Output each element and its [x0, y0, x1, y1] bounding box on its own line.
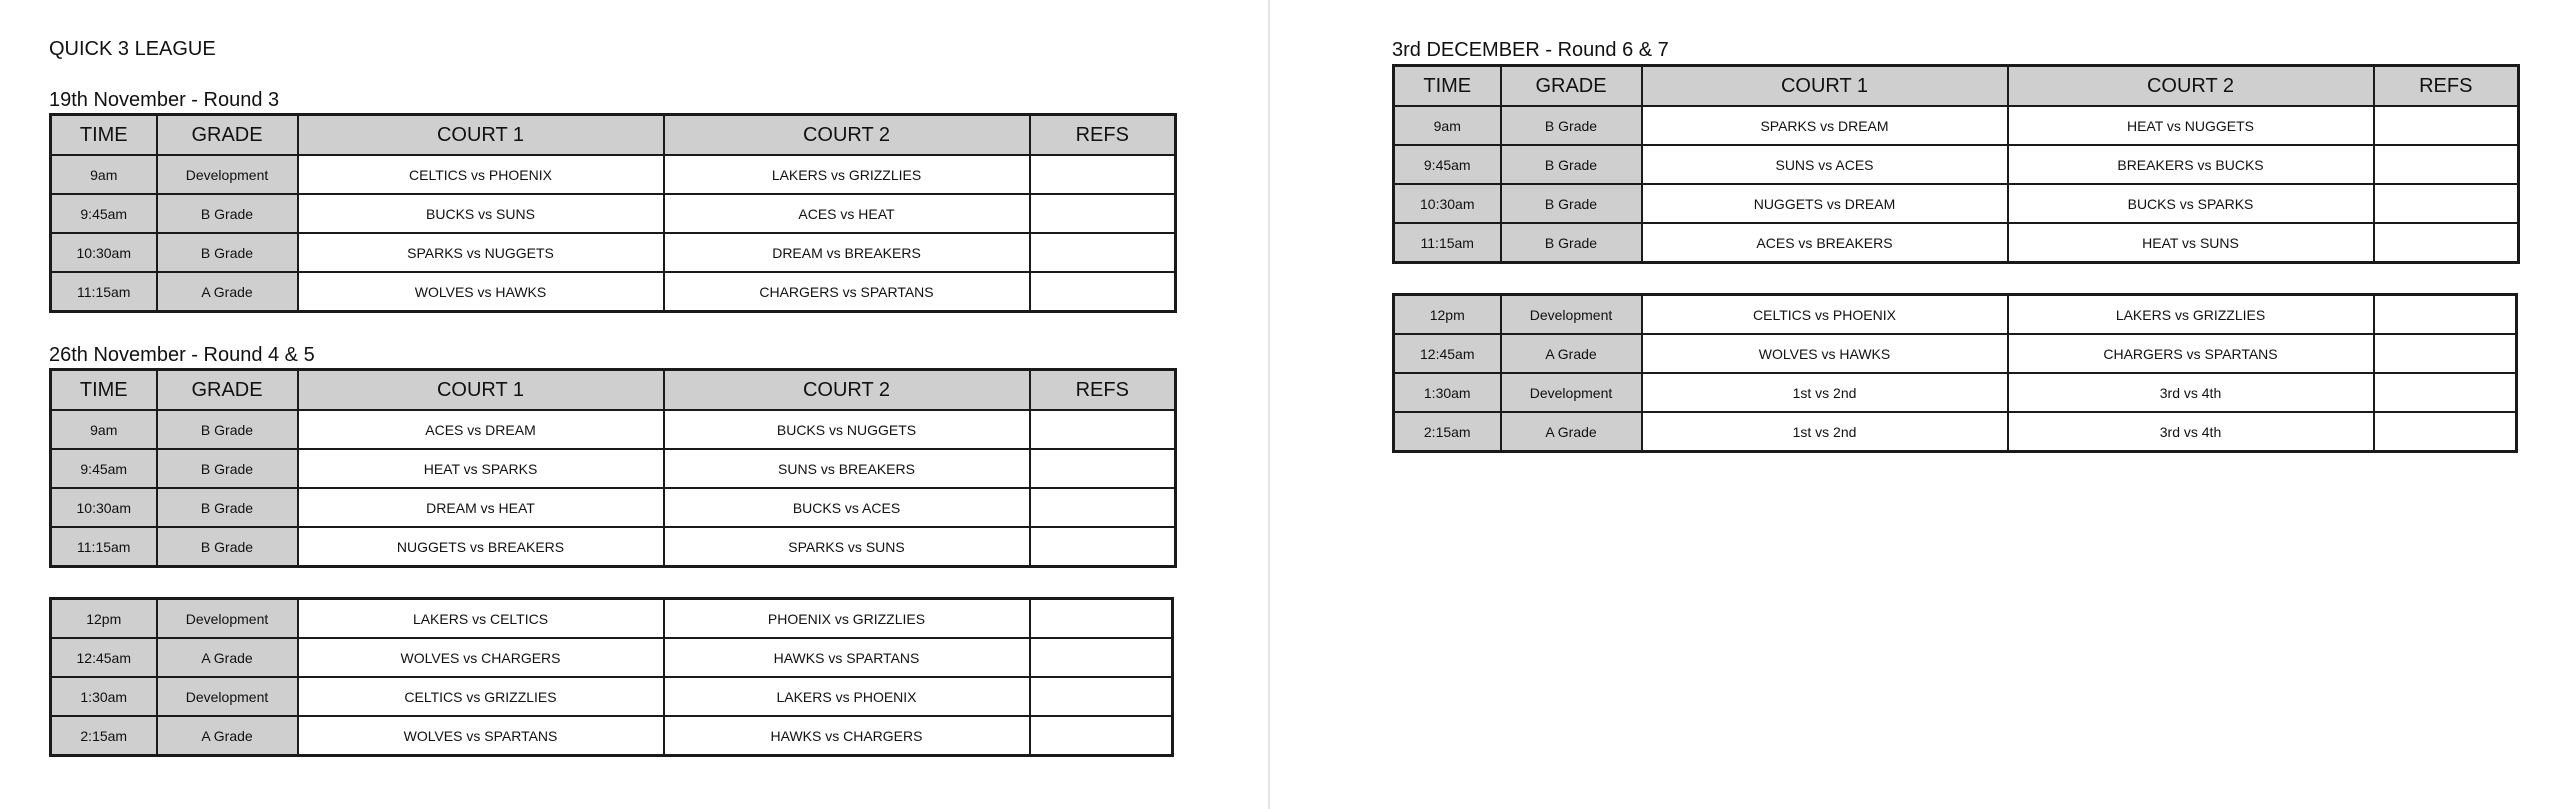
time-cell: 9:45am	[1394, 145, 1501, 184]
court-1-cell: ACES vs BREAKERS	[1642, 223, 2008, 263]
grade-cell: A Grade	[157, 272, 298, 312]
schedule-table-round-6-7-afternoon	[1392, 293, 2518, 453]
court-2-cell: BUCKS vs NUGGETS	[664, 410, 1030, 449]
table-row	[51, 449, 1176, 488]
court-1-cell: BUCKS vs SUNS	[298, 194, 664, 233]
page-divider	[1268, 0, 1270, 809]
grade-cell: B Grade	[1501, 184, 1642, 223]
table-row	[1394, 412, 2517, 452]
grade-cell: B Grade	[157, 233, 298, 272]
table-row	[1394, 223, 2519, 263]
court-1-cell: HEAT vs SPARKS	[298, 449, 664, 488]
time-cell: 9am	[1394, 106, 1501, 145]
grade-cell: Development	[1501, 295, 1642, 335]
table-row	[1394, 106, 2519, 145]
court-1-cell: WOLVES vs SPARTANS	[298, 716, 664, 756]
refs-cell	[1030, 488, 1176, 527]
time-cell: 9:45am	[51, 194, 157, 233]
refs-cell	[2374, 184, 2519, 223]
court-2-cell: HAWKS vs SPARTANS	[664, 638, 1030, 677]
grade-cell: B Grade	[1501, 145, 1642, 184]
refs-cell	[2374, 334, 2517, 373]
time-cell: 10:30am	[51, 233, 157, 272]
court-1-cell: 1st vs 2nd	[1642, 373, 2008, 412]
grade-cell: B Grade	[157, 410, 298, 449]
time-cell: 12pm	[51, 599, 157, 639]
table-row	[1394, 334, 2517, 373]
header-row	[51, 115, 1176, 156]
table-row	[51, 155, 1176, 194]
court-2-cell: HEAT vs NUGGETS	[2008, 106, 2374, 145]
header-refs: REFS	[1030, 115, 1176, 156]
time-cell: 10:30am	[1394, 184, 1501, 223]
court-2-cell: CHARGERS vs SPARTANS	[2008, 334, 2374, 373]
header-time: TIME	[51, 115, 157, 156]
schedule-table-round-4-5	[49, 368, 1177, 568]
time-cell: 9:45am	[51, 449, 157, 488]
schedule-table-round-4-5-afternoon	[49, 597, 1174, 757]
refs-cell	[2374, 373, 2517, 412]
court-2-cell: 3rd vs 4th	[2008, 412, 2374, 452]
header-refs: REFS	[2374, 66, 2519, 107]
schedule-table-round-6-7	[1392, 64, 2520, 264]
court-1-cell: WOLVES vs HAWKS	[298, 272, 664, 312]
refs-cell	[1030, 449, 1176, 488]
header-time: TIME	[51, 370, 157, 411]
refs-cell	[1030, 155, 1176, 194]
header-time: TIME	[1394, 66, 1501, 107]
table-row	[51, 233, 1176, 272]
court-2-cell: SUNS vs BREAKERS	[664, 449, 1030, 488]
header-row	[1394, 66, 2519, 107]
header-refs: REFS	[1030, 370, 1176, 411]
time-cell: 10:30am	[51, 488, 157, 527]
table-row	[1394, 295, 2517, 335]
grade-cell: A Grade	[157, 716, 298, 756]
table-row	[51, 716, 1173, 756]
table-row	[51, 638, 1173, 677]
table-row	[1394, 373, 2517, 412]
refs-cell	[2374, 145, 2519, 184]
grade-cell: B Grade	[1501, 106, 1642, 145]
grade-cell: A Grade	[1501, 334, 1642, 373]
header-court-2: COURT 2	[664, 370, 1030, 411]
refs-cell	[1030, 272, 1176, 312]
refs-cell	[1030, 194, 1176, 233]
section-title-round-4-5: 26th November - Round 4 & 5	[49, 344, 315, 366]
court-2-cell: SPARKS vs SUNS	[664, 527, 1030, 567]
refs-cell	[2374, 223, 2519, 263]
refs-cell	[1030, 677, 1173, 716]
court-2-cell: LAKERS vs GRIZZLIES	[664, 155, 1030, 194]
court-2-cell: ACES vs HEAT	[664, 194, 1030, 233]
grade-cell: Development	[157, 599, 298, 639]
time-cell: 9am	[51, 410, 157, 449]
table-row	[51, 194, 1176, 233]
document-title: QUICK 3 LEAGUE	[49, 38, 216, 60]
time-cell: 11:15am	[51, 527, 157, 567]
court-1-cell: SUNS vs ACES	[1642, 145, 2008, 184]
header-court-2: COURT 2	[2008, 66, 2374, 107]
court-1-cell: LAKERS vs CELTICS	[298, 599, 664, 639]
grade-cell: Development	[1501, 373, 1642, 412]
court-2-cell: CHARGERS vs SPARTANS	[664, 272, 1030, 312]
court-2-cell: HEAT vs SUNS	[2008, 223, 2374, 263]
header-grade: GRADE	[157, 115, 298, 156]
court-2-cell: BREAKERS vs BUCKS	[2008, 145, 2374, 184]
grade-cell: B Grade	[157, 449, 298, 488]
header-grade: GRADE	[1501, 66, 1642, 107]
court-1-cell: CELTICS vs PHOENIX	[1642, 295, 2008, 335]
table-row	[51, 488, 1176, 527]
time-cell: 9am	[51, 155, 157, 194]
section-title-round-6-7: 3rd DECEMBER - Round 6 & 7	[1392, 39, 1669, 61]
header-court-2: COURT 2	[664, 115, 1030, 156]
grade-cell: B Grade	[157, 488, 298, 527]
court-2-cell: BUCKS vs ACES	[664, 488, 1030, 527]
time-cell: 12:45am	[1394, 334, 1501, 373]
refs-cell	[1030, 599, 1173, 639]
time-cell: 12pm	[1394, 295, 1501, 335]
time-cell: 11:15am	[51, 272, 157, 312]
time-cell: 12:45am	[51, 638, 157, 677]
grade-cell: B Grade	[157, 194, 298, 233]
header-row	[51, 370, 1176, 411]
refs-cell	[2374, 106, 2519, 145]
time-cell: 11:15am	[1394, 223, 1501, 263]
grade-cell: A Grade	[1501, 412, 1642, 452]
court-1-cell: WOLVES vs CHARGERS	[298, 638, 664, 677]
header-court-1: COURT 1	[298, 370, 664, 411]
header-court-1: COURT 1	[298, 115, 664, 156]
table-row	[1394, 184, 2519, 223]
refs-cell	[1030, 527, 1176, 567]
header-grade: GRADE	[157, 370, 298, 411]
table-row	[51, 599, 1173, 639]
court-2-cell: 3rd vs 4th	[2008, 373, 2374, 412]
table-row	[51, 677, 1173, 716]
grade-cell: B Grade	[1501, 223, 1642, 263]
time-cell: 2:15am	[51, 716, 157, 756]
table-row	[1394, 145, 2519, 184]
grade-cell: Development	[157, 677, 298, 716]
refs-cell	[2374, 295, 2517, 335]
court-1-cell: DREAM vs HEAT	[298, 488, 664, 527]
court-1-cell: SPARKS vs DREAM	[1642, 106, 2008, 145]
court-2-cell: DREAM vs BREAKERS	[664, 233, 1030, 272]
table-row	[51, 272, 1176, 312]
court-1-cell: CELTICS vs PHOENIX	[298, 155, 664, 194]
time-cell: 1:30am	[51, 677, 157, 716]
court-1-cell: NUGGETS vs DREAM	[1642, 184, 2008, 223]
court-1-cell: NUGGETS vs BREAKERS	[298, 527, 664, 567]
refs-cell	[1030, 410, 1176, 449]
grade-cell: A Grade	[157, 638, 298, 677]
schedule-table-round-3	[49, 113, 1177, 313]
grade-cell: B Grade	[157, 527, 298, 567]
court-1-cell: WOLVES vs HAWKS	[1642, 334, 2008, 373]
court-2-cell: BUCKS vs SPARKS	[2008, 184, 2374, 223]
section-title-round-3: 19th November - Round 3	[49, 89, 280, 111]
court-1-cell: SPARKS vs NUGGETS	[298, 233, 664, 272]
refs-cell	[2374, 412, 2517, 452]
header-court-1: COURT 1	[1642, 66, 2008, 107]
court-2-cell: LAKERS vs GRIZZLIES	[2008, 295, 2374, 335]
court-1-cell: CELTICS vs GRIZZLIES	[298, 677, 664, 716]
table-row	[51, 410, 1176, 449]
court-2-cell: LAKERS vs PHOENIX	[664, 677, 1030, 716]
court-1-cell: ACES vs DREAM	[298, 410, 664, 449]
grade-cell: Development	[157, 155, 298, 194]
refs-cell	[1030, 638, 1173, 677]
court-2-cell: HAWKS vs CHARGERS	[664, 716, 1030, 756]
table-row	[51, 527, 1176, 567]
refs-cell	[1030, 233, 1176, 272]
time-cell: 2:15am	[1394, 412, 1501, 452]
court-1-cell: 1st vs 2nd	[1642, 412, 2008, 452]
court-2-cell: PHOENIX vs GRIZZLIES	[664, 599, 1030, 639]
refs-cell	[1030, 716, 1173, 756]
time-cell: 1:30am	[1394, 373, 1501, 412]
